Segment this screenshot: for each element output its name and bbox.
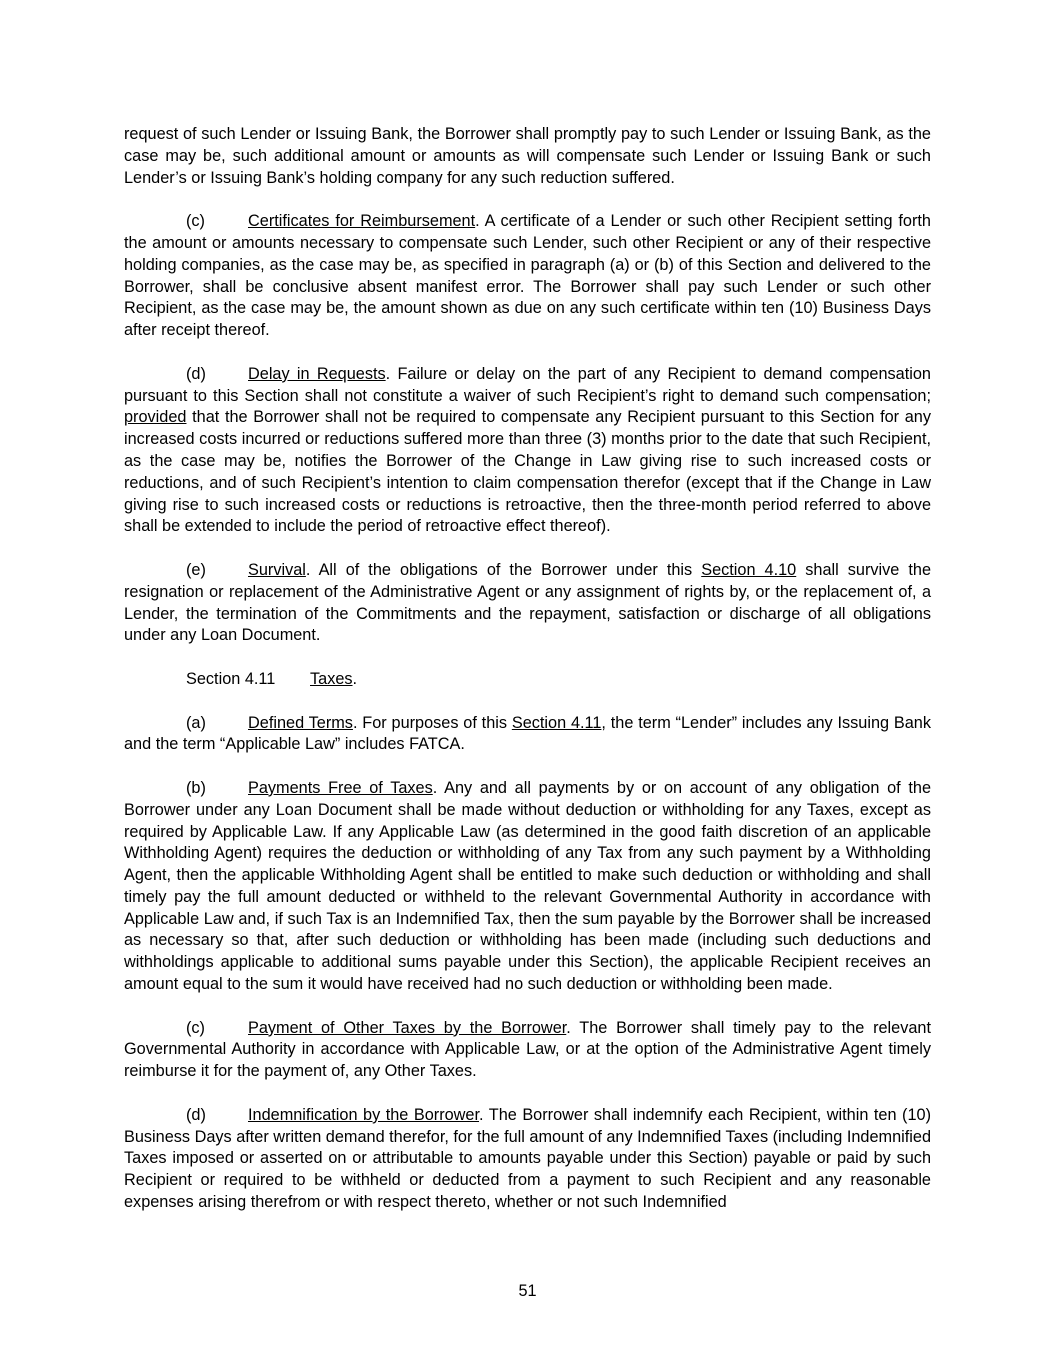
paragraph-body: , the term “Lender” includes any Issuing Bank and the term “Applicable Law” includes FATCA. <box>124 713 931 754</box>
section-title: Taxes <box>310 669 353 688</box>
paragraph-body: . A certificate of a Lender or such other Recipient setting forth the amount or amounts necessary to compensate such Lender, such other Recipient or any of their respective holding companies, as the case may be, as specified in paragraph (a) or (b) of this Section and delivered to the Borrower, shall be conclusive absent manifest error. The Borrower shall pay such Lender or such other Recipient, as the case may be, the amount shown as due on any such certificate within ten (10) Business Days after receipt thereof. <box>124 212 931 340</box>
paragraph-label: (e) <box>186 560 206 579</box>
paragraph-intro <box>124 124 931 189</box>
section-title-period: . <box>352 669 358 688</box>
paragraph-intro-text: request of such Lender or Issuing Bank, the Borrower shall promptly pay to such Lender or Issuing Bank, as the case may be, such additional amount or amounts as will compensate such Lender or Issuing Bank or such Lender’s or Issuing Bank’s holding company for any such reduction suffered. <box>124 125 931 187</box>
paragraph-body: that the Borrower shall not be required to compensate any Recipient pursuant to this Section for any increased costs incurred or reductions suffered more than three (3) months prior to the date that such Recipient, as the case may be, notifies the Borrower of the Change in Law giving rise to such increased costs or reductions, and of such Recipient’s intention to claim compensation therefor (except that if the Change in Law giving rise to such increased costs or reductions is retroactive, then the three-month period referred to above shall be extended to include the period of retroactive effect thereof). <box>124 408 931 536</box>
paragraph-label: (c) <box>186 212 205 231</box>
paragraph-body: . Failure or delay on the part of any Recipient to demand compensation pursuant to this Section shall not constitute a waiver of such Recipient’s right to demand such compensation; <box>124 364 931 405</box>
page-number: 51 <box>518 1282 537 1300</box>
paragraph-title: Payment of Other Taxes by the Borrower <box>248 1018 567 1037</box>
paragraph-tax-c-other-taxes <box>124 1018 931 1083</box>
paragraph-title: Survival <box>248 560 306 579</box>
paragraph-body: . Any and all payments by or on account of any obligation of the Borrower under any Loan Document shall be made without deduction or withholding for any Taxes, except as required by Applicable Law. If any Applicable Law (as determined in the good faith discretion of an applicable Withholding Agent) requires the deduction or withholding of any Tax from any such payment by a Withholding Agent, then the applicable Withholding Agent shall be entitled to make such deduction or withholding and shall timely pay the full amount deducted or withheld to the relevant Governmental Authority in accordance with Applicable Law and, if such Tax is an Indemnified Tax, then the sum payable by the Borrower shall be increased as necessary so that, after such deduction or withholding has been made (including such deductions and withholdings applicable to additional sums payable under this Section), the applicable Recipient receives an amount equal to the sum it would have received had no such deduction or withholding been made. <box>124 778 931 994</box>
section-reference: Section 4.10 <box>701 560 797 579</box>
paragraph-d-delay <box>124 364 931 538</box>
section-number: Section 4.11 <box>186 669 276 688</box>
paragraph-title: Indemnification by the Borrower <box>248 1105 480 1124</box>
paragraph-body: . For purposes of this <box>352 713 512 732</box>
paragraph-body: . The Borrower shall timely pay to the relevant Governmental Authority in accordance with Applicable Law, or at the option of the Administrative Agent timely reimburse it for the payment of, any Other Taxes. <box>124 1018 932 1081</box>
paragraph-tax-b-payments <box>124 778 931 996</box>
paragraph-title: Payments Free of Taxes <box>248 778 433 797</box>
paragraph-label: (b) <box>186 778 206 797</box>
provided-term: provided <box>124 408 187 427</box>
paragraph-title: Delay in Requests <box>248 364 386 383</box>
paragraph-tax-a-defined-terms <box>124 713 931 757</box>
section-4-11-heading <box>124 669 931 691</box>
paragraph-label: (a) <box>186 713 206 732</box>
section-reference: Section 4.11 <box>511 713 602 732</box>
paragraph-title: Certificates for Reimbursement <box>248 212 476 231</box>
paragraph-label: (d) <box>186 1105 206 1124</box>
paragraph-label: (c) <box>186 1018 205 1037</box>
paragraph-body: shall survive the resignation or replacement of the Administrative Agent or any assignment of rights by, or the replacement of, a Lender, the termination of the Commitments and the repayment, satisfaction or discharge of all obligations under any Loan Document. <box>124 560 931 645</box>
paragraph-title: Defined Terms <box>248 713 353 732</box>
paragraph-body: . All of the obligations of the Borrower under this <box>305 560 702 579</box>
paragraph-e-survival <box>124 560 931 647</box>
paragraph-tax-d-indemnification <box>124 1105 931 1214</box>
paragraph-c-certificates <box>124 211 931 342</box>
paragraph-label: (d) <box>186 364 206 383</box>
document-page <box>124 124 931 1236</box>
paragraph-body: . The Borrower shall indemnify each Recipient, within ten (10) Business Days after written demand therefor, for the full amount of any Indemnified Taxes (including Indemnified Taxes imposed or asserted on or attributable to amounts payable under this Section) payable or paid by such Recipient or required to be withheld or deducted from a payment to such Recipient and any reasonable expenses arising therefrom or with respect thereto, whether or not such Indemnified <box>124 1105 931 1212</box>
